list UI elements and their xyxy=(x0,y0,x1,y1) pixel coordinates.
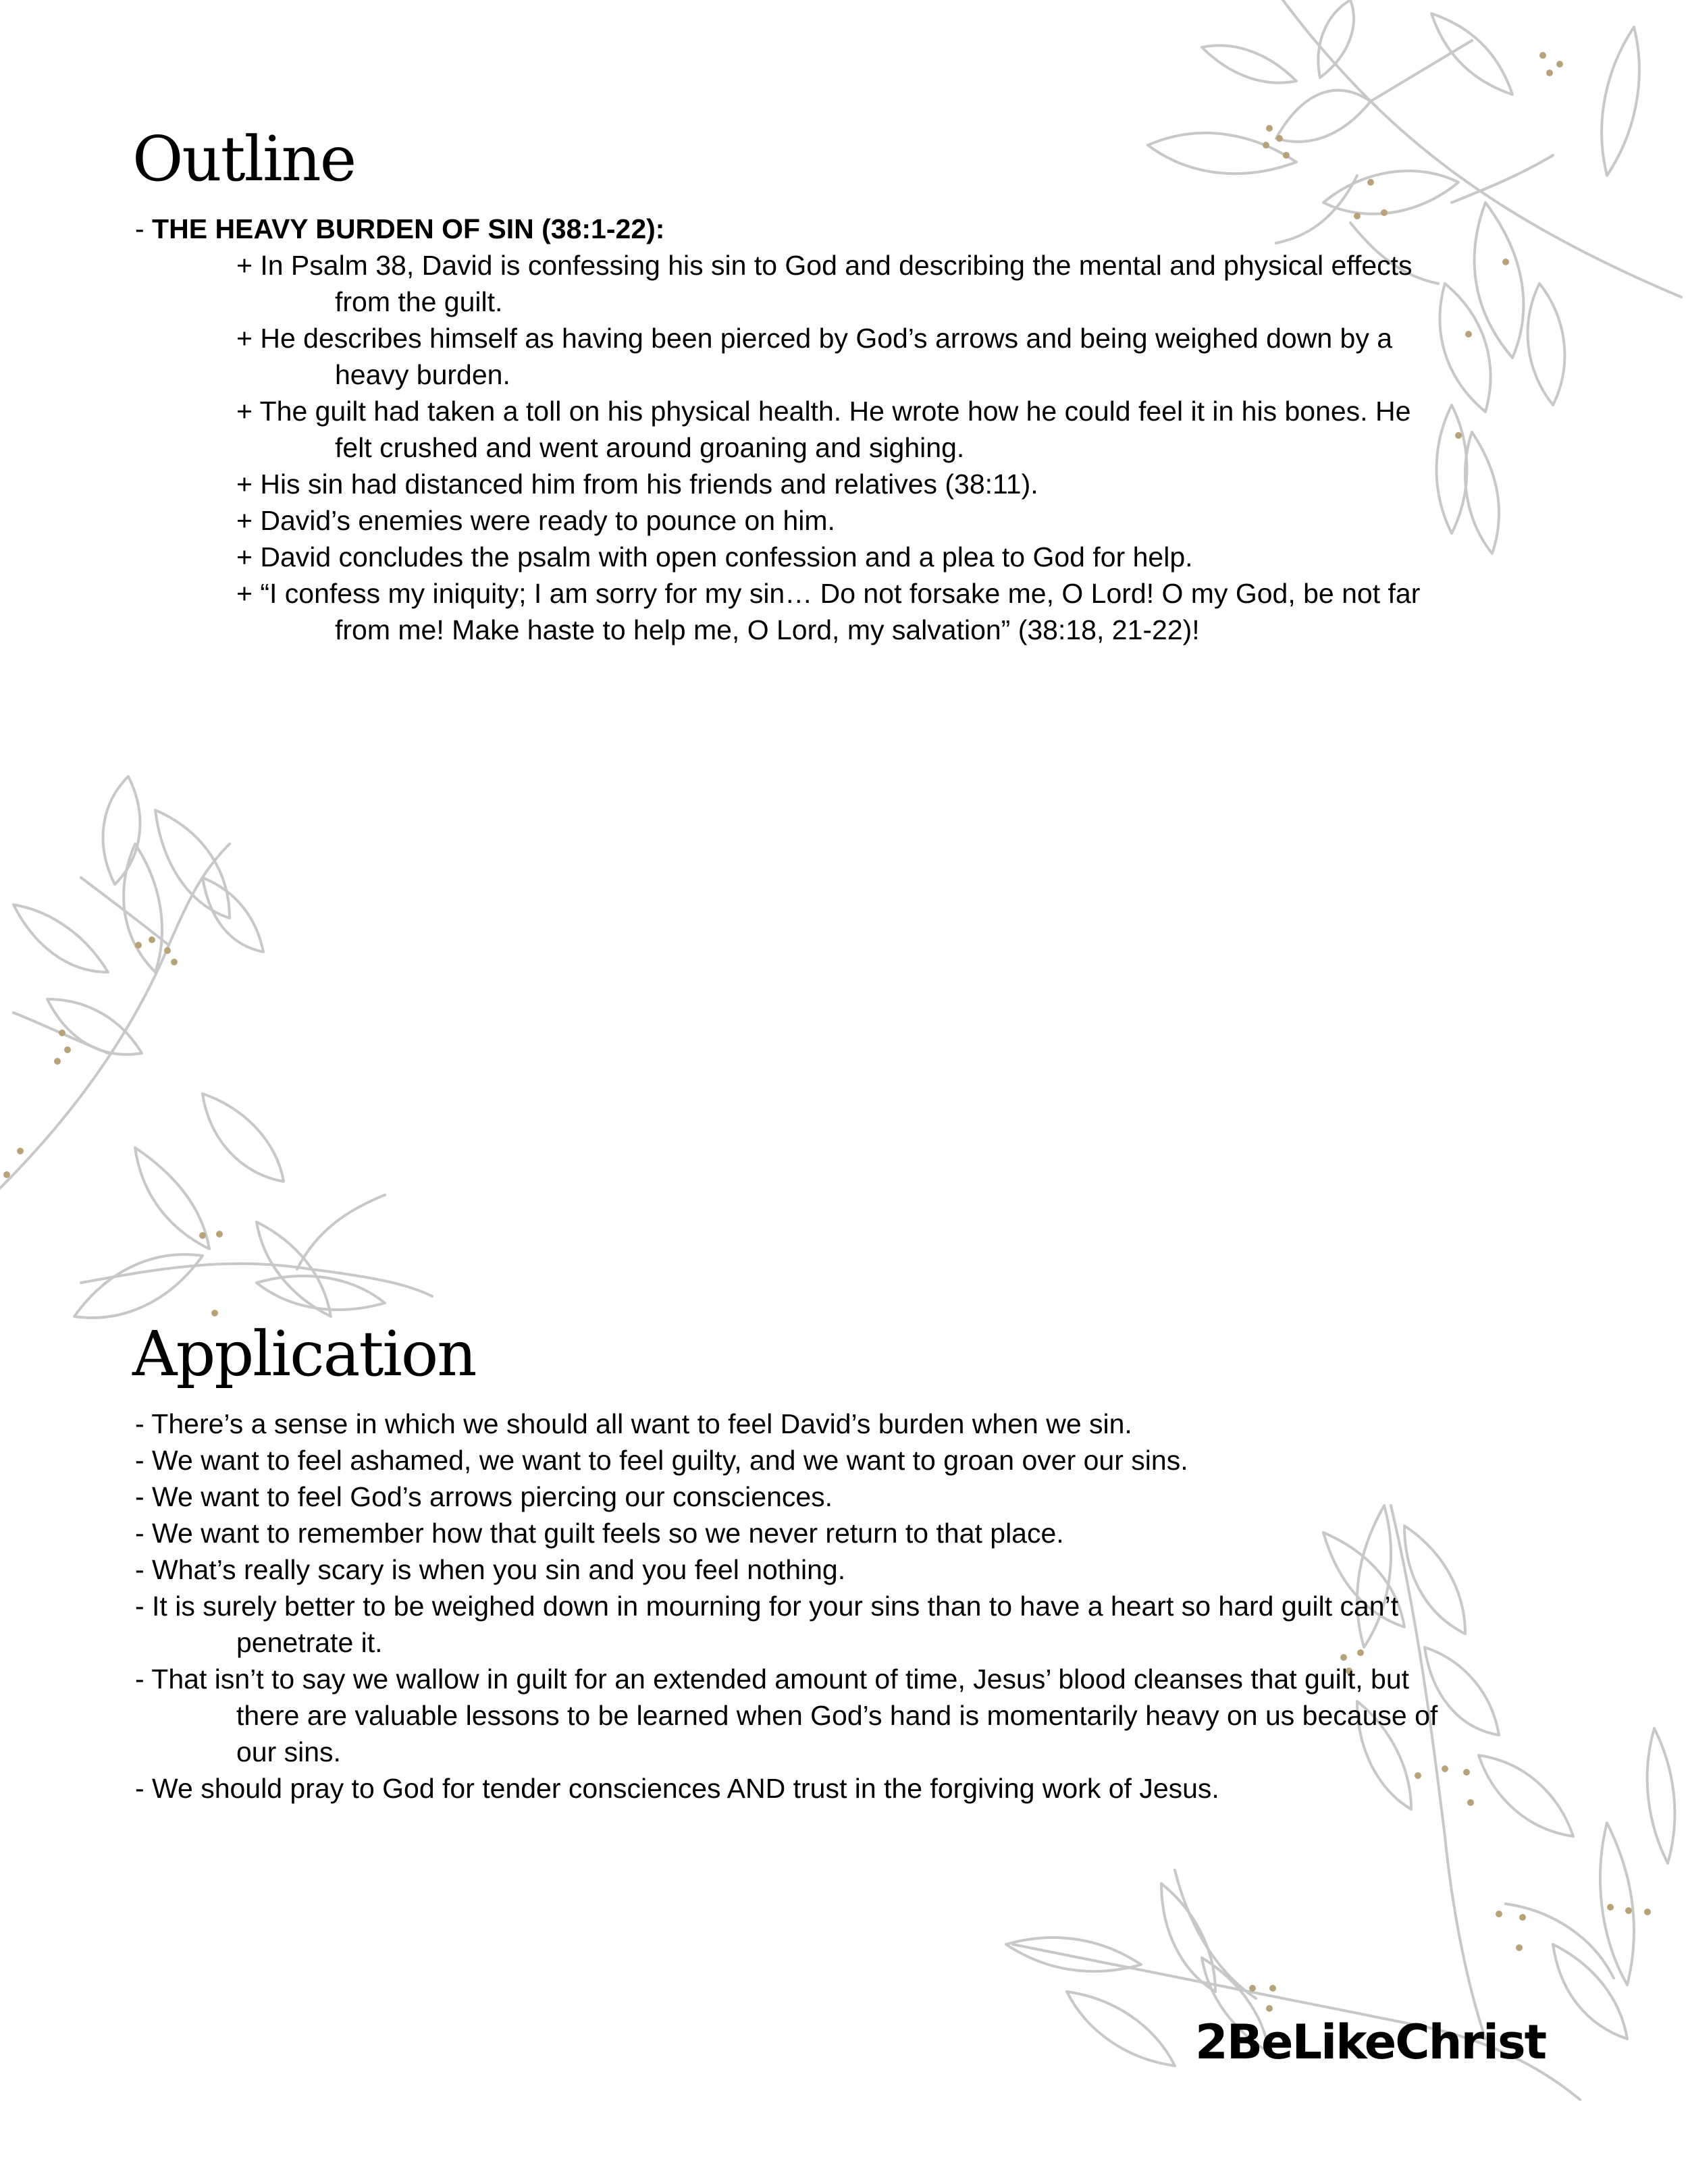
outline-point-continued: felt crushed and went around groaning and sighing. xyxy=(335,432,965,463)
application-heading: Application xyxy=(132,1318,476,1390)
outline-point: + He describes himself as having been pierced by God’s arrows and being weighed down by a xyxy=(236,323,1393,354)
outline-heading: Outline xyxy=(132,123,356,195)
application-point: - That isn’t to say we wallow in guilt for an extended amount of time, Jesus’ blood cleanses that guilt, but xyxy=(135,1663,1410,1695)
floral-leaf-branch-icon xyxy=(0,776,432,1318)
brand-logo: 2BeLikeChrist xyxy=(1195,2015,1546,2070)
application-point-continued: there are valuable lessons to be learned when God’s hand is momentarily heavy on us because of xyxy=(236,1700,1438,1731)
outline-section xyxy=(135,211,1539,648)
outline-point: + David’s enemies were ready to pounce on him. xyxy=(236,505,835,536)
application-point-continued: penetrate it. xyxy=(236,1627,383,1658)
application-point: - We want to remember how that guilt feels so we never return to that place. xyxy=(135,1518,1064,1549)
application-point: - We should pray to God for tender consciences AND trust in the forgiving work of Jesus. xyxy=(135,1773,1219,1804)
outline-point-continued: from the guilt. xyxy=(335,286,503,317)
application-point: - What’s really scary is when you sin and you feel nothing. xyxy=(135,1554,846,1585)
application-point: - We want to feel God’s arrows piercing our consciences. xyxy=(135,1481,833,1512)
application-point: - There’s a sense in which we should all want to feel David’s burden when we sin. xyxy=(135,1408,1132,1439)
section-title: THE HEAVY BURDEN OF SIN (38:1-22): xyxy=(152,213,665,244)
outline-point: + The guilt had taken a toll on his physical health. He wrote how he could feel it in his bones. He xyxy=(236,396,1411,427)
section-bullet: - xyxy=(135,213,153,244)
application-point-continued: our sins. xyxy=(236,1736,341,1767)
outline-point: + His sin had distanced him from his friends and relatives (38:11). xyxy=(236,469,1038,500)
application-section xyxy=(135,1406,1539,1807)
application-point: - We want to feel ashamed, we want to feel guilty, and we want to groan over our sins. xyxy=(135,1445,1188,1476)
outline-point: + “I confess my iniquity; I am sorry for my sin… Do not forsake me, O Lord! O my God, be not far xyxy=(236,578,1421,609)
outline-point: + David concludes the psalm with open confession and a plea to God for help. xyxy=(236,541,1193,572)
outline-point-continued: heavy burden. xyxy=(335,359,510,390)
application-point: - It is surely better to be weighed down in mourning for your sins than to have a heart so hard guilt can’t xyxy=(135,1591,1399,1622)
outline-point: + In Psalm 38, David is confessing his sin to God and describing the mental and physical effects xyxy=(236,250,1413,281)
outline-point-continued: from me! Make haste to help me, O Lord, my salvation” (38:18, 21-22)! xyxy=(335,614,1200,645)
outline-section-header xyxy=(135,211,1539,247)
